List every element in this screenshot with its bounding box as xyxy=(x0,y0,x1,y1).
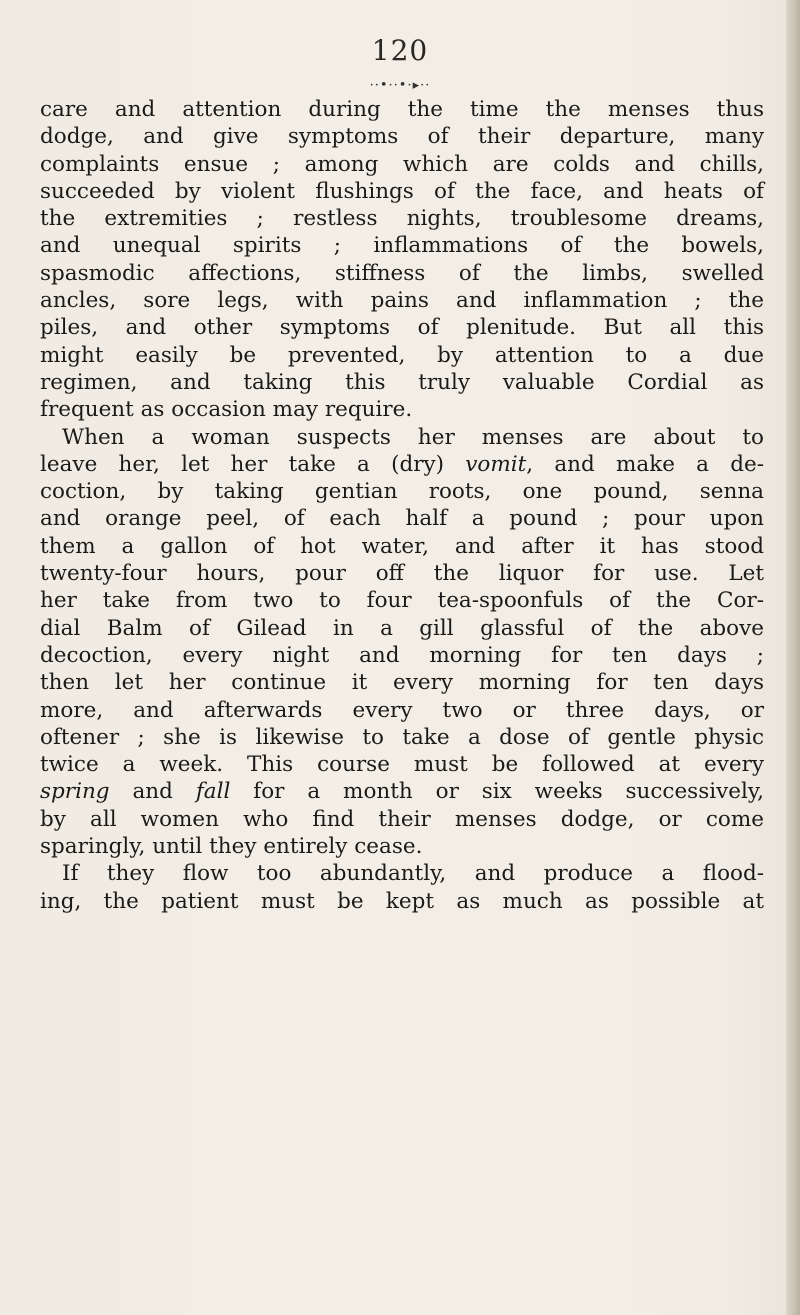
text-line: regimen, and taking this truly valuable Cordial as xyxy=(40,369,764,395)
text-line: then let her continue it every morning for ten days xyxy=(40,670,764,696)
text-line xyxy=(40,778,764,805)
text-line: coction, by taking gentian roots, one pound, senna xyxy=(40,479,764,505)
text-line: more, and afterwards every two or three days, or xyxy=(40,697,764,723)
italic-word: vomit xyxy=(465,451,527,477)
text-run: leave her, let her take a (dry) xyxy=(40,451,466,477)
text-line: complaints ensue ; among which are colds and chills, xyxy=(40,151,764,177)
text-run: and xyxy=(109,779,196,805)
text-line: oftener ; she is likewise to take a dose of gentle physic xyxy=(40,724,764,750)
text-line: the extremities ; restless nights, troublesome dreams, xyxy=(40,206,764,232)
text-line: piles, and other symptoms of plenitude. But all this xyxy=(40,315,764,341)
text-line xyxy=(40,451,764,478)
text-line: ancles, sore legs, with pains and inflammation ; the xyxy=(40,288,764,314)
text-line: succeeded by violent flushings of the face, and heats of xyxy=(40,178,764,204)
text-line: dodge, and give symptoms of their departure, many xyxy=(40,124,764,150)
text-line: dial Balm of Gilead in a gill glassful of the above xyxy=(40,615,764,641)
text-line: frequent as occasion may require. xyxy=(40,397,413,423)
header-ornament: ··•··•·▸·· xyxy=(369,78,431,93)
text-line: ing, the patient must be kept as much as possible at xyxy=(40,888,764,914)
text-line: and orange peel, of each half a pound ; pour upon xyxy=(40,506,764,532)
text-line: and unequal spirits ; inflammations of the bowels, xyxy=(40,233,764,259)
body-text xyxy=(40,96,764,915)
text-line: her take from two to four tea-spoonfuls of the Cor- xyxy=(40,588,764,614)
italic-word: fall xyxy=(195,779,231,805)
text-line: sparingly, until they entirely cease. xyxy=(40,834,423,860)
text-line: If they flow too abundantly, and produce a flood- xyxy=(62,861,764,887)
italic-word: spring xyxy=(40,779,110,805)
text-line: by all women who find their menses dodge, or come xyxy=(40,806,764,832)
text-line: twice a week. This course must be followed at every xyxy=(40,752,764,778)
page-number: 120 xyxy=(371,34,429,67)
text-line: them a gallon of hot water, and after it has stood xyxy=(40,533,764,559)
text-line: care and attention during the time the menses thus xyxy=(40,97,764,122)
text-line: might easily be prevented, by attention to a due xyxy=(40,342,764,368)
page-edge xyxy=(786,0,800,1315)
text-line: twenty-four hours, pour off the liquor for use. Let xyxy=(40,561,764,587)
text-line: decoction, every night and morning for ten days ; xyxy=(40,642,764,668)
text-run: for a month or six weeks successively, xyxy=(230,779,765,805)
text-line: When a woman suspects her menses are about to xyxy=(62,424,764,450)
text-run: , and make a de- xyxy=(526,451,764,477)
text-line: spasmodic affections, stiffness of the limbs, swelled xyxy=(40,260,764,286)
